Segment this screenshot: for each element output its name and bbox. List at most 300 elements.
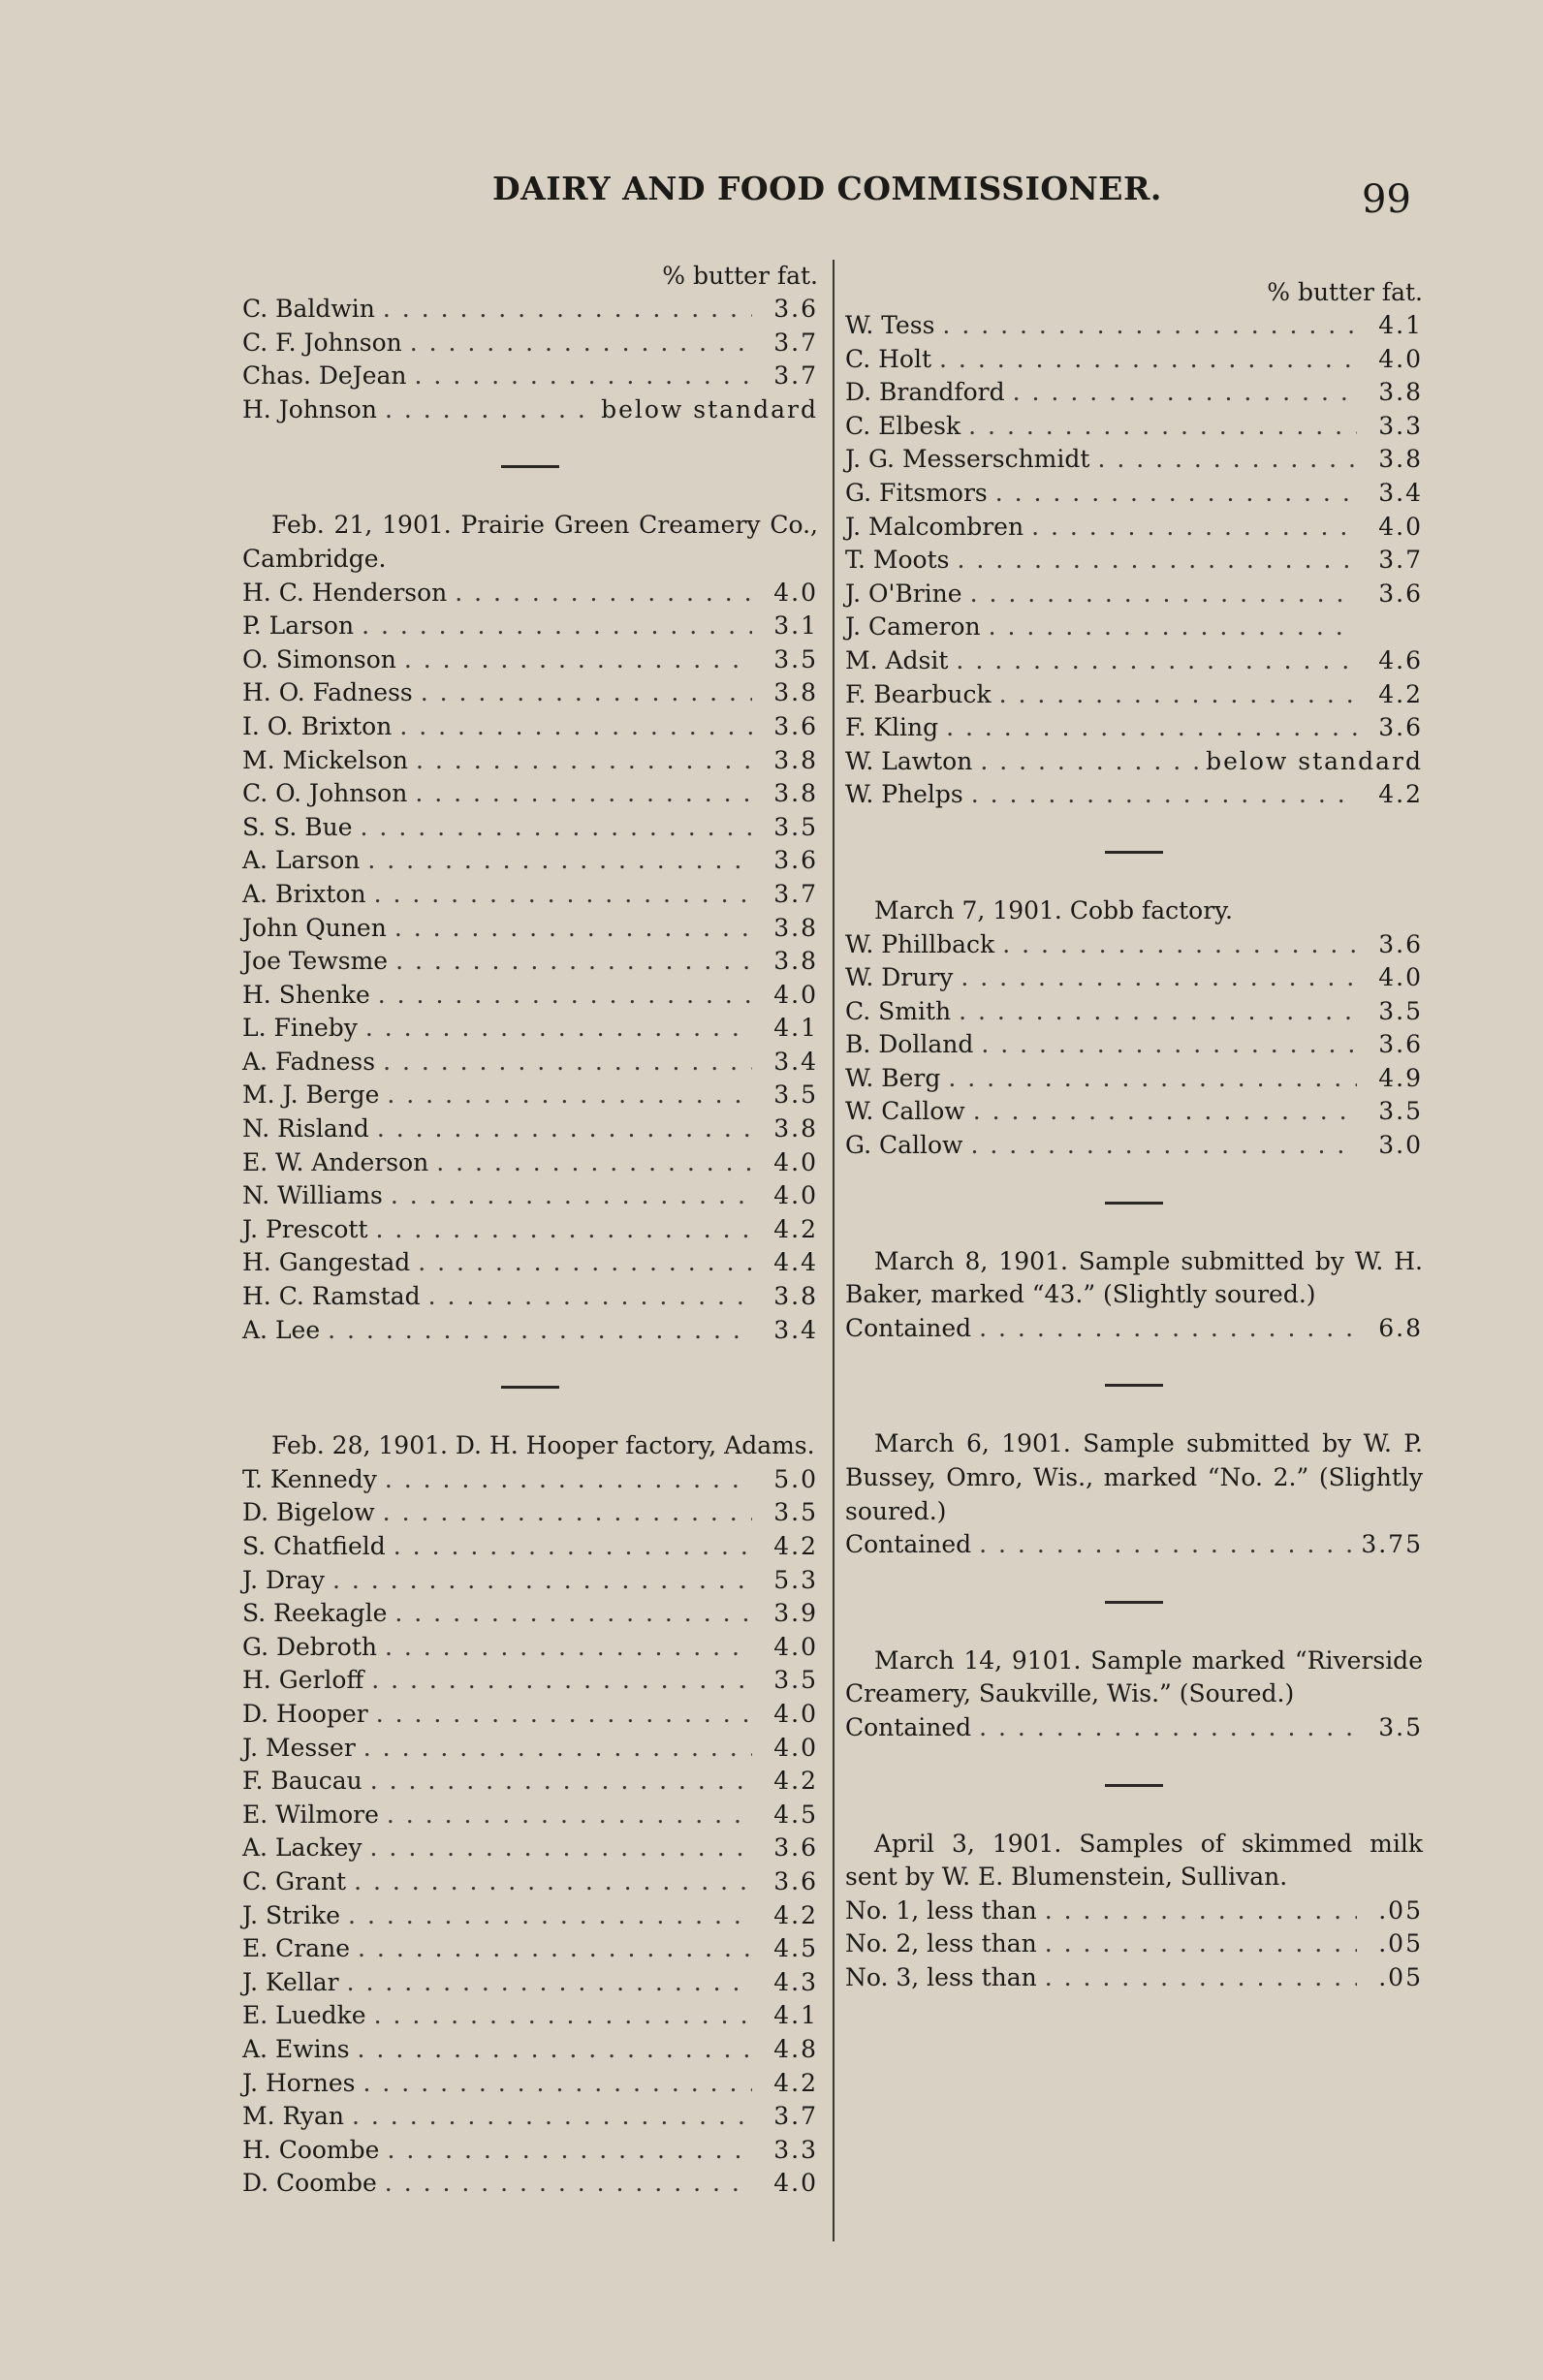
butter-fat-value: 4.0 — [773, 1181, 818, 1210]
result-row — [845, 1129, 1423, 1163]
butter-fat-value: 3.6 — [773, 1866, 818, 1895]
butter-fat-value: 3.8 — [1378, 445, 1423, 474]
result-row — [242, 1865, 818, 1899]
result-row — [242, 2100, 818, 2134]
sample-name: J. Malcombren — [845, 512, 1024, 541]
result-row — [845, 477, 1423, 511]
butter-fat-value: 4.2 — [1378, 679, 1423, 708]
sample-name: M. Adsit — [845, 645, 949, 674]
result-row — [845, 995, 1423, 1029]
butter-fat-value: 4.2 — [773, 1767, 818, 1796]
sample-name: W. Phillback — [845, 929, 995, 958]
result-row — [242, 1799, 818, 1832]
result-row — [242, 360, 818, 393]
dot-leader — [979, 1312, 1357, 1346]
page-header — [0, 160, 1543, 222]
result-row — [242, 1213, 818, 1247]
butter-fat-value: 3.5 — [773, 644, 818, 673]
dot-leader — [1002, 928, 1357, 962]
result-row — [242, 1899, 818, 1933]
result-row — [242, 2134, 818, 2168]
result-row — [242, 1698, 818, 1732]
dot-leader — [436, 1146, 752, 1180]
sample-name: C. O. Johnson — [242, 779, 408, 808]
butter-fat-value: 4.2 — [1378, 780, 1423, 809]
butter-fat-value: 3.3 — [1378, 411, 1423, 440]
dot-leader — [394, 1530, 752, 1564]
dot-leader — [328, 1314, 752, 1348]
dot-leader — [1031, 511, 1357, 545]
dot-leader — [980, 745, 1198, 779]
result-row — [242, 1046, 818, 1080]
butter-fat-value: 3.3 — [773, 2135, 818, 2164]
results-list — [845, 1895, 1423, 1995]
dot-leader — [374, 878, 752, 912]
sample-name: H. Shenke — [242, 980, 370, 1009]
sample-name: C. Baldwin — [242, 295, 375, 323]
sample-name: L. Fineby — [242, 1014, 358, 1043]
dot-leader — [394, 1597, 752, 1631]
sample-name: S. Reekagle — [242, 1599, 388, 1628]
sample-name: Contained — [845, 1713, 972, 1741]
result-row — [845, 961, 1423, 995]
dot-leader — [358, 2033, 752, 2067]
sample-name: P. Larson — [242, 611, 355, 641]
butter-fat-value: 3.8 — [1378, 378, 1423, 407]
butter-fat-value: 3.5 — [773, 1666, 818, 1695]
result-row — [242, 1246, 818, 1280]
sample-name: G. Debroth — [242, 1632, 377, 1661]
butter-fat-value: 4.0 — [1378, 512, 1423, 541]
result-row — [242, 844, 818, 878]
dot-leader — [971, 778, 1357, 812]
dot-leader — [385, 393, 593, 427]
result-row — [845, 778, 1423, 812]
dot-leader — [348, 1899, 752, 1933]
result-row — [242, 811, 818, 845]
sample-name: D. Bigelow — [242, 1498, 375, 1527]
result-row — [242, 1314, 818, 1348]
result-row — [845, 1528, 1423, 1562]
result-row — [242, 327, 818, 360]
dot-leader — [371, 1664, 752, 1698]
result-row — [845, 1062, 1423, 1096]
sample-name: Chas. DeJean — [242, 361, 407, 391]
result-row — [242, 1732, 818, 1766]
dot-leader — [376, 1698, 752, 1732]
butter-fat-value: 3.6 — [1378, 929, 1423, 958]
sample-name: A. Lee — [242, 1315, 321, 1344]
result-row — [845, 644, 1423, 678]
butter-fat-value: 3.6 — [773, 1833, 818, 1863]
section-heading: April 3, 1901. Samples of skimmed milk sent by W. E. Blumenstein, Sullivan. — [845, 1829, 1423, 1892]
result-row — [242, 1999, 818, 2033]
sample-name: F. Kling — [845, 713, 939, 742]
sample-name: G. Callow — [845, 1131, 963, 1160]
butter-fat-value: 4.0 — [773, 1699, 818, 1728]
dot-leader — [365, 1012, 752, 1046]
results-list — [845, 309, 1423, 812]
dot-leader — [387, 1079, 752, 1112]
butter-fat-value: 4.9 — [1378, 1063, 1423, 1092]
butter-fat-value: 3.8 — [773, 779, 818, 808]
dot-leader — [416, 744, 752, 778]
result-row — [242, 1564, 818, 1598]
sample-name: C. Grant — [242, 1866, 347, 1895]
butter-fat-value: 3.4 — [1378, 478, 1423, 507]
sample-name: W. Tess — [845, 311, 935, 339]
section-heading: March 7, 1901. Cobb factory. — [874, 895, 1233, 924]
butter-fat-value: 3.75 — [1361, 1530, 1423, 1559]
result-row — [845, 711, 1423, 745]
dot-leader — [1045, 1961, 1357, 1995]
butter-fat-value: 4.0 — [1378, 963, 1423, 992]
result-row — [845, 1927, 1423, 1961]
dot-leader — [999, 678, 1357, 712]
result-row — [242, 777, 818, 811]
dot-leader — [979, 1711, 1357, 1745]
result-row — [845, 443, 1423, 477]
sample-name: H. O. Fadness — [242, 678, 413, 707]
section-rule — [1105, 851, 1163, 854]
section-heading: March 14, 9101. Sample marked “Riverside Creamery, Saukville, Wis.” (Soured.) — [845, 1645, 1423, 1708]
result-row — [242, 710, 818, 744]
butter-fat-value: 3.5 — [1378, 996, 1423, 1025]
sample-name: J. Kellar — [242, 1967, 339, 1996]
result-row — [242, 1664, 818, 1698]
sample-name: C. Holt — [845, 344, 932, 373]
butter-fat-value: 3.6 — [773, 711, 818, 740]
dot-leader — [957, 544, 1357, 578]
result-row — [845, 410, 1423, 444]
sample-name: C. F. Johnson — [242, 328, 402, 357]
result-row — [845, 1895, 1423, 1928]
butter-fat-value: 4.2 — [773, 1900, 818, 1929]
result-row — [242, 912, 818, 946]
sample-name: O. Simonson — [242, 644, 396, 673]
sample-name: A. Brixton — [242, 879, 366, 908]
dot-leader — [347, 1966, 752, 2000]
page-number: 99 — [1362, 177, 1411, 222]
sample-name: T. Kennedy — [242, 1464, 377, 1493]
result-row — [845, 578, 1423, 611]
sample-name: M. J. Berge — [242, 1080, 380, 1110]
butter-fat-value: 3.7 — [773, 361, 818, 391]
result-row — [845, 1961, 1423, 1995]
sample-name: E. Wilmore — [242, 1800, 379, 1829]
result-row — [242, 1631, 818, 1665]
result-row — [242, 1530, 818, 1564]
dot-leader — [362, 610, 752, 643]
sample-name: H. Coombe — [242, 2135, 380, 2164]
dot-leader — [404, 643, 752, 677]
sample-name: H. Gangestad — [242, 1248, 411, 1277]
dot-leader — [370, 1765, 752, 1799]
results-list — [845, 1312, 1423, 1346]
dot-leader — [415, 360, 752, 393]
result-row — [845, 678, 1423, 712]
sample-name: S. Chatfield — [242, 1532, 386, 1560]
butter-fat-value: 3.5 — [1378, 1713, 1423, 1741]
sample-name: J. Cameron — [845, 612, 981, 642]
result-row — [242, 1496, 818, 1530]
dot-leader — [995, 477, 1357, 511]
butter-fat-value: 4.4 — [773, 1248, 818, 1277]
butter-fat-value: 3.5 — [773, 812, 818, 841]
butter-fat-value: 4.0 — [773, 2169, 818, 2198]
butter-fat-value: 4.6 — [1378, 645, 1423, 674]
sample-name: J. O'Brine — [845, 579, 962, 608]
sample-name: T. Moots — [845, 546, 950, 575]
dot-leader — [1045, 1895, 1357, 1928]
butter-fat-value: 4.2 — [773, 1532, 818, 1560]
result-row — [845, 928, 1423, 962]
sample-name: G. Fitsmors — [845, 478, 988, 507]
butter-fat-value: 4.5 — [773, 1934, 818, 1963]
butter-fat-value: 6.8 — [1378, 1313, 1423, 1342]
sample-name: A. Fadness — [242, 1047, 376, 1076]
butter-fat-value: 3.5 — [1378, 1097, 1423, 1126]
butter-fat-value: 4.5 — [773, 1800, 818, 1829]
section-heading: March 8, 1901. Sample submitted by W. H. Baker, marked “43.” (Slightly soured.) — [845, 1246, 1423, 1309]
sample-name: C. Elbesk — [845, 411, 961, 440]
results-list — [242, 293, 818, 426]
result-row — [242, 643, 818, 677]
results-list — [845, 1528, 1423, 1562]
sample-name: E. W. Anderson — [242, 1147, 429, 1176]
dot-leader — [385, 1463, 752, 1497]
dot-leader — [956, 644, 1357, 678]
dot-leader — [946, 711, 1357, 745]
result-row — [845, 1711, 1423, 1745]
butter-fat-value: 4.1 — [1378, 311, 1423, 339]
dot-leader — [410, 327, 752, 360]
dot-leader — [1013, 376, 1357, 410]
result-row — [845, 511, 1423, 545]
butter-fat-value: 3.7 — [773, 328, 818, 357]
sample-name: F. Bearbuck — [845, 679, 992, 708]
butter-fat-value: 3.6 — [1378, 713, 1423, 742]
sample-name: C. Smith — [845, 996, 952, 1025]
sample-name: J. G. Messerschmidt — [845, 445, 1090, 474]
result-row — [845, 745, 1423, 779]
butter-fat-value: 3.8 — [773, 1114, 818, 1143]
results-list — [845, 928, 1423, 1163]
section-rule — [1105, 1601, 1163, 1604]
result-row — [242, 1079, 818, 1112]
sample-name: N. Williams — [242, 1181, 383, 1210]
right-column — [845, 276, 1423, 1995]
butter-fat-value: 4.3 — [773, 1967, 818, 1996]
dot-leader — [979, 1528, 1353, 1562]
sample-name: Contained — [845, 1530, 972, 1559]
dot-leader — [385, 2167, 752, 2201]
butter-fat-value: 4.1 — [773, 1014, 818, 1043]
result-row — [242, 1463, 818, 1497]
butter-fat-value: 3.8 — [773, 913, 818, 942]
sample-name: A. Larson — [242, 846, 361, 875]
sample-name: J. Messer — [242, 1733, 356, 1762]
dot-leader — [455, 577, 752, 611]
dot-leader — [981, 1028, 1357, 1062]
dot-leader — [960, 961, 1357, 995]
section-rule — [501, 1386, 559, 1389]
dot-leader — [383, 1046, 752, 1080]
result-row — [242, 1765, 818, 1799]
dot-leader — [1045, 1927, 1357, 1961]
butter-fat-value: 4.0 — [773, 1733, 818, 1762]
dot-leader — [354, 1865, 752, 1899]
sample-name: D. Brandford — [845, 378, 1005, 407]
sample-name: D. Hooper — [242, 1699, 368, 1728]
dot-leader — [970, 578, 1357, 611]
butter-fat-value: .05 — [1378, 1929, 1423, 1958]
results-list — [242, 1463, 818, 2201]
dot-leader — [968, 410, 1357, 444]
butter-fat-value: 3.0 — [1378, 1131, 1423, 1160]
sample-name: J. Hornes — [242, 2068, 356, 2097]
butter-fat-value: 3.1 — [773, 611, 818, 641]
dot-leader — [970, 1129, 1357, 1163]
butter-fat-value: 3.8 — [773, 678, 818, 707]
dot-leader — [387, 2134, 752, 2168]
butter-fat-value: 4.0 — [773, 1632, 818, 1661]
result-row — [242, 1179, 818, 1213]
result-row — [242, 1597, 818, 1631]
result-row — [242, 1932, 818, 1966]
sample-name: H. Gerloff — [242, 1666, 364, 1695]
column-divider — [833, 260, 834, 2241]
sample-name: D. Coombe — [242, 2169, 377, 2198]
result-row — [242, 2167, 818, 2201]
sample-name: J. Dray — [242, 1565, 325, 1594]
dot-leader — [363, 1732, 752, 1766]
dot-leader — [367, 844, 752, 878]
dot-leader — [376, 1213, 752, 1247]
butter-fat-value: 3.5 — [773, 1498, 818, 1527]
butter-fat-value: 4.0 — [1378, 344, 1423, 373]
butter-fat-value: 3.8 — [773, 947, 818, 976]
running-title: DAIRY AND FOOD COMMISSIONER. — [492, 170, 1162, 207]
sample-name: M. Mickelson — [242, 745, 409, 774]
result-row — [242, 610, 818, 643]
result-row — [242, 878, 818, 912]
result-row — [242, 1832, 818, 1865]
result-row — [242, 979, 818, 1013]
dot-leader — [391, 1179, 752, 1213]
butter-fat-value: 3.6 — [773, 295, 818, 323]
dot-leader — [370, 1832, 752, 1865]
results-list — [242, 577, 818, 1348]
result-row — [845, 376, 1423, 410]
sample-name: H. Johnson — [242, 394, 377, 423]
sample-name: W. Phelps — [845, 780, 963, 809]
butter-fat-value: below standard — [601, 394, 818, 423]
dot-leader — [939, 343, 1357, 377]
butter-fat-value: 4.8 — [773, 2034, 818, 2063]
butter-fat-value: .05 — [1378, 1962, 1423, 1991]
result-row — [242, 293, 818, 327]
dot-leader — [421, 676, 752, 710]
result-row — [845, 544, 1423, 578]
dot-leader — [383, 1496, 752, 1530]
sample-name: N. Risland — [242, 1114, 369, 1143]
dot-leader — [374, 1999, 752, 2033]
butter-fat-value: 3.7 — [1378, 546, 1423, 575]
butter-fat-value: 5.3 — [773, 1565, 818, 1594]
sample-name: H. C. Henderson — [242, 578, 448, 607]
sample-name: J. Strike — [242, 1900, 341, 1929]
butter-fat-value: 3.6 — [1378, 579, 1423, 608]
dot-leader — [378, 979, 752, 1013]
sample-name: A. Lackey — [242, 1833, 362, 1863]
results-list — [845, 1711, 1423, 1745]
butter-fat-value: 4.2 — [773, 1214, 818, 1243]
result-row — [845, 1028, 1423, 1062]
sample-name: B. Dolland — [845, 1030, 974, 1059]
section-rule — [1105, 1784, 1163, 1787]
dot-leader — [395, 945, 752, 979]
dot-leader — [415, 777, 752, 811]
dot-leader — [377, 1112, 752, 1146]
butter-fat-value: 4.0 — [773, 1147, 818, 1176]
sample-name: E. Crane — [242, 1934, 351, 1963]
dot-leader — [358, 1932, 752, 1966]
dot-leader — [399, 710, 752, 744]
result-row — [242, 577, 818, 611]
butter-fat-value: 3.7 — [773, 879, 818, 908]
dot-leader — [948, 1062, 1357, 1096]
butter-fat-value: 4.2 — [773, 2068, 818, 2097]
result-row — [242, 1146, 818, 1180]
dot-leader — [394, 912, 752, 946]
sample-name: H. C. Ramstad — [242, 1282, 421, 1311]
butter-fat-value: 3.6 — [773, 846, 818, 875]
butter-fat-value: 4.1 — [773, 2001, 818, 2030]
butter-fat-value: 3.9 — [773, 1599, 818, 1628]
dot-leader — [361, 811, 752, 845]
section-heading: Feb. 21, 1901. Prairie Green Creamery Co., Cambridge. — [242, 511, 818, 573]
butter-fat-value: 3.8 — [773, 745, 818, 774]
butter-fat-value: 3.4 — [773, 1315, 818, 1344]
result-row — [845, 343, 1423, 377]
dot-leader — [385, 1631, 752, 1665]
result-row — [242, 2067, 818, 2101]
dot-leader — [332, 1564, 752, 1598]
result-row — [845, 1312, 1423, 1346]
sample-name: A. Ewins — [242, 2034, 350, 2063]
sample-name: No. 1, less than — [845, 1895, 1037, 1925]
dot-leader — [428, 1280, 752, 1314]
butter-fat-value: 3.6 — [1378, 1030, 1423, 1059]
sample-name: E. Luedke — [242, 2001, 366, 2030]
dot-leader — [387, 1799, 752, 1832]
section-rule — [1105, 1202, 1163, 1205]
result-row — [242, 1966, 818, 2000]
sample-name: I. O. Brixton — [242, 711, 393, 740]
sample-name: S. S. Bue — [242, 812, 353, 841]
sample-name: Contained — [845, 1313, 972, 1342]
result-row — [845, 611, 1423, 644]
butter-fat-value: 4.0 — [773, 980, 818, 1009]
sample-name: W. Berg — [845, 1063, 941, 1092]
sample-name: W. Callow — [845, 1097, 965, 1126]
result-row — [242, 1012, 818, 1046]
dot-leader — [973, 1095, 1357, 1129]
butter-fat-value: 3.8 — [773, 1282, 818, 1311]
section-heading: March 6, 1901. Sample submitted by W. P. Bussey, Omro, Wis., marked “No. 2.” (Slightly soured.) — [845, 1429, 1423, 1525]
dot-leader — [352, 2100, 752, 2134]
